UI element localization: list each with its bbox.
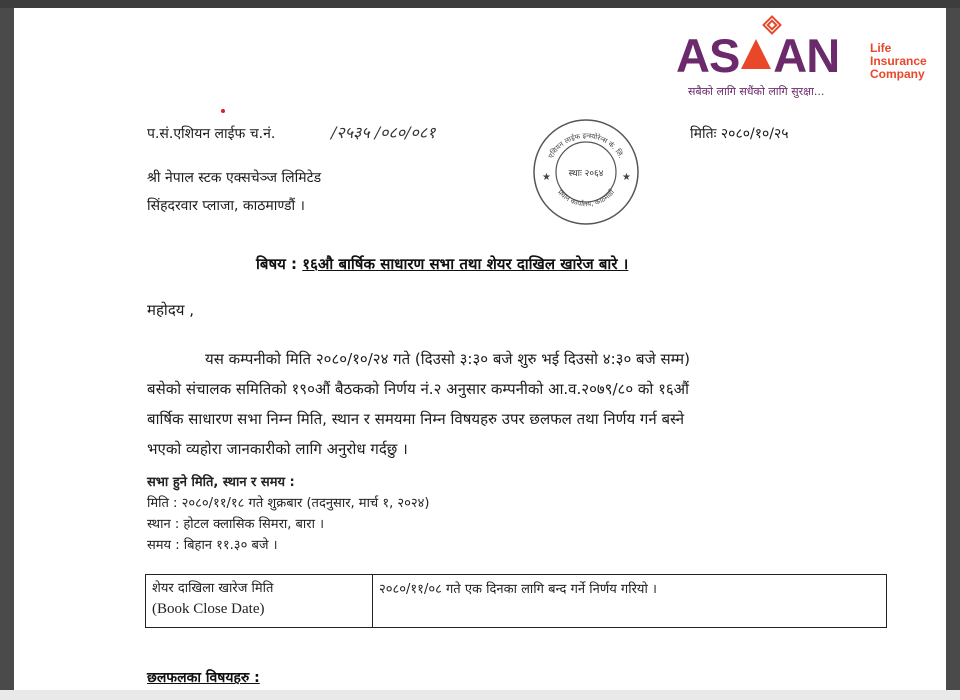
book-close-table [145,574,887,628]
salutation: महोदय , [147,301,195,319]
book-close-value-cell: २०८०/११/०८ गते एक दिनका लागि बन्द गर्ने निर्णय गरियो । [373,575,887,628]
book-close-label-cell: शेयर दाखिला खारेज मिति (Book Close Date) [146,575,373,628]
red-mark [221,109,225,113]
svg-text:★: ★ [542,172,551,183]
logo-subtitle: Life Insurance Company [870,41,927,81]
letter-date: मितिः २०८०/१०/२५ [690,126,789,142]
meeting-details: सभा हुने मिति, स्थान र समय : मिति : २०८०/११/१८ गते शुक्रबार (तदनुसार, मार्च १, २०२४) स्थान : होटल क्लासिक सिमरा, बारा । समय : बिहान ११.३० बजे । [147,475,430,553]
addressee-line-1: श्री नेपाल स्टक एक्सचेञ्ज लिमिटेड [147,170,322,186]
svg-text:प्रधान कार्यालय, काठमाडौं: प्रधान कार्यालय, काठमाडौं [555,188,617,209]
addressee-line-2: सिंहदरवार प्लाजा, काठमाण्डौं । [147,198,305,214]
reference-number: /२५३५ /०८०/०८१ [331,123,436,142]
viewer-bottom-strip [0,690,960,700]
svg-text:स्थाः २०६४: स्थाः २०६४ [568,169,604,179]
svg-text:★: ★ [622,172,631,183]
company-seal [530,116,642,228]
logo-tagline: सबैको लागि सधैंको लागि सुरक्षा... [688,85,825,98]
company-logo-wordmark: AS AN [676,29,840,82]
reference-label: प.सं.एशियन लाईफ च.नं. [147,126,276,142]
table-row [146,575,887,628]
discussion-heading: छलफलका विषयहरु : [147,670,260,686]
viewer-top-bar [0,0,960,8]
logo-triangle-icon [741,39,771,69]
letter-subject: बिषय : १६औ बार्षिक साधारण सभा तथा शेयर दाखिल खारेज बारे । [256,255,629,273]
svg-text:एशियन लाईफ इन्स्योरेन्स कं. लि: एशियन लाईफ इन्स्योरेन्स कं. लि. [546,131,626,160]
body-paragraph: यस कम्पनीको मिति २०८०/१०/२४ गते (दिउसो ३:३० बजे शुरु भई दिउसो ४:३० बजे सम्म) बसेको संचालक समितिको १९०औं बैठकको निर्णय नं.२ अनुसार कम्पनीको आ.व.२०७९/८० को १६औं बार्षिक साधारण सभा निम्न मिति, स्थान र समयमा निम्न विषयहरु उपर छलफल तथा निर्णय गर्न बस्ने भएको व्यहोरा जानकारीको लागि अनुरोध गर्दछु । [147,350,690,458]
